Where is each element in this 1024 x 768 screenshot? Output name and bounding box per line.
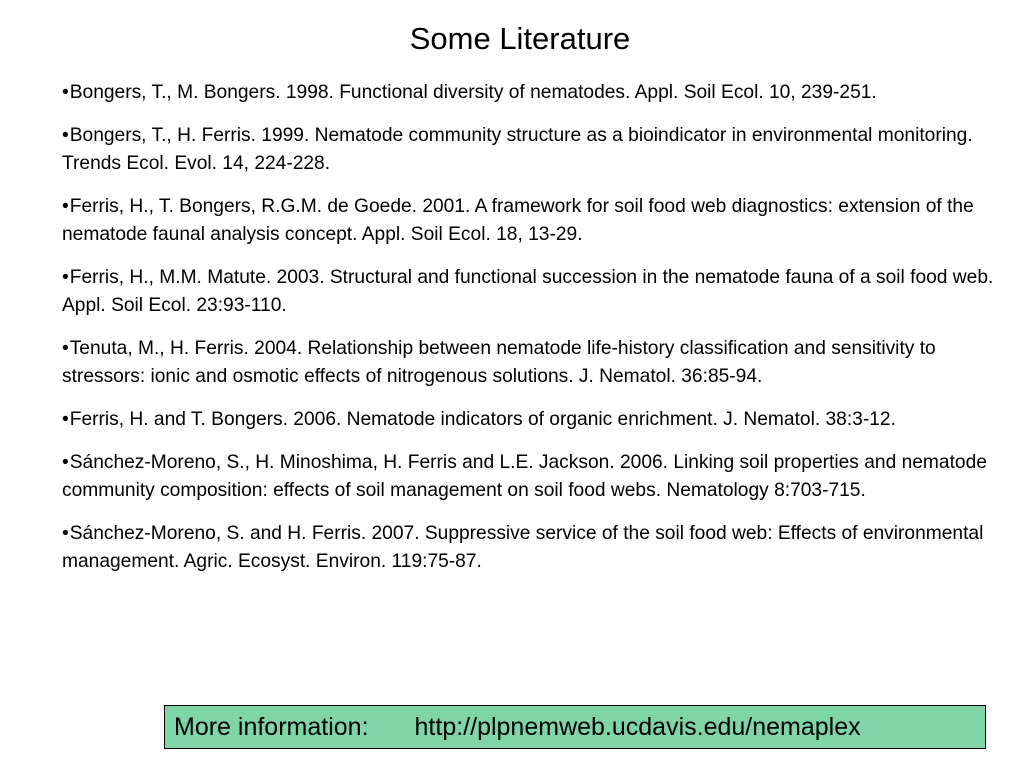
reference-text: Ferris, H. and T. Bongers. 2006. Nematode indicators of organic enrichment. J. Nematol. 38:3-12. [69,409,896,430]
reference-item [62,122,1012,178]
bullet-icon: • [62,409,69,430]
reference-item [62,193,1012,249]
reference-item [62,520,1012,576]
reference-item [62,264,1012,320]
reference-text: Ferris, H., T. Bongers, R.G.M. de Goede. 2001. A framework for soil food web diagnostics: extension of the nematode faunal analysis concept. Appl. Soil Ecol. 18, 13-29. [62,196,974,245]
bullet-icon: • [62,523,69,544]
reference-item [62,335,1012,391]
reference-list [62,79,1012,591]
reference-text: Sánchez-Moreno, S., H. Minoshima, H. Ferris and L.E. Jackson. 2006. Linking soil properties and nematode community composition: effects of soil management on soil food webs. Nematology 8:703-715. [62,452,987,501]
reference-text: Ferris, H., M.M. Matute. 2003. Structural and functional succession in the nematode fauna of a soil food web. Appl. Soil Ecol. 23:93-110. [62,267,994,316]
bullet-icon: • [62,125,69,146]
reference-text: Sánchez-Moreno, S. and H. Ferris. 2007. Suppressive service of the soil food web: Effects of environmental management. Agric. Ecosyst. Environ. 119:75-87. [62,523,984,572]
reference-item [62,449,1012,505]
reference-item [62,406,1012,434]
nemaplex-link[interactable]: http://plpnemweb.ucdavis.edu/nemaplex [414,713,861,741]
reference-item [62,79,1012,107]
reference-text: Bongers, T., M. Bongers. 1998. Functional diversity of nematodes. Appl. Soil Ecol. 10, 239-251. [69,82,877,103]
bullet-icon: • [62,267,69,288]
bullet-icon: • [62,338,69,359]
more-information-box [164,705,986,749]
bullet-icon: • [62,196,69,217]
bullet-icon: • [62,82,69,103]
slide-title: Some Literature [409,21,631,56]
reference-text: Bongers, T., H. Ferris. 1999. Nematode community structure as a bioindicator in environmental monitoring. Trends Ecol. Evol. 14, 224-228. [62,125,973,174]
more-information-label: More information: [174,713,369,741]
reference-text: Tenuta, M., H. Ferris. 2004. Relationship between nematode life-history classification and sensitivity to stressors: ionic and osmotic effects of nitrogenous solutions. J. Nematol. 36:85-94. [62,338,936,387]
bullet-icon: • [62,452,69,473]
